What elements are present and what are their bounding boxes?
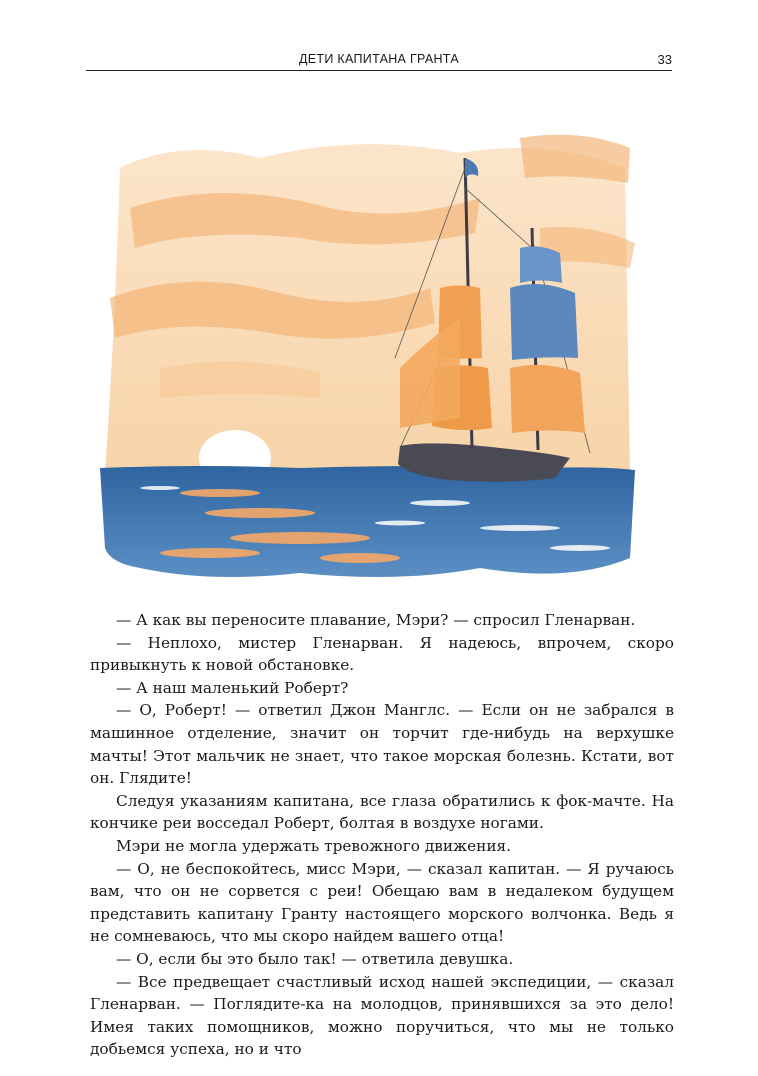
ship-illustration (100, 128, 640, 590)
paragraph: — О, если бы это было так! — ответила девушка. (116, 949, 514, 968)
paragraph: Следуя указаниям капитана, все глаза обратились к фок-мачте. На кончике реи восседал Роберт, болтая в воздухе ногами. (90, 791, 674, 833)
paragraph: — О, не беспокойтесь, мисс Мэри, — сказал капитан. — Я ручаюсь вам, что он не сорвется с реи! Обещаю вам в недалеком будущем представить капитану Гранту настоящего морского волчонка. Ведь я не сомневаюсь, что мы скоро найдем вашего отца! (90, 859, 674, 946)
ship-illustration-art (100, 128, 640, 590)
page-number: 33 (657, 52, 672, 67)
page-header (86, 52, 672, 71)
paragraph: — О, Роберт! — ответил Джон Манглс. — Если он не забрался в машинное отделение, значит он торчит где-нибудь на верхушке мачты! Этот мальчик не знает, что такое морская болезнь. Кстати, вот он. Глядите! (90, 701, 674, 788)
cloud-3 (520, 135, 630, 183)
paragraph: Мэри не могла удержать тревожного движения. (116, 836, 512, 855)
paragraph: — А как вы переносите плавание, Мэри? — спросил Гленарван. (116, 611, 636, 629)
paragraph: — А наш маленький Роберт? (116, 678, 349, 697)
paragraph: — Неплохо, мистер Гленарван. Я надеюсь, впрочем, скоро привыкнуть к новой обстановке. (90, 633, 674, 675)
body-text (90, 609, 674, 1061)
running-title: ДЕТИ КАПИТАНА ГРАНТА (299, 52, 459, 66)
paragraph: — Все предвещает счастливый исход нашей экспедиции, — сказал Гленарван. — Поглядите-ка на молодцов, принявшихся за это дело! Имея таких помощников, можно поручиться, что мы не только добьемся успеха, но и что (90, 972, 674, 1059)
